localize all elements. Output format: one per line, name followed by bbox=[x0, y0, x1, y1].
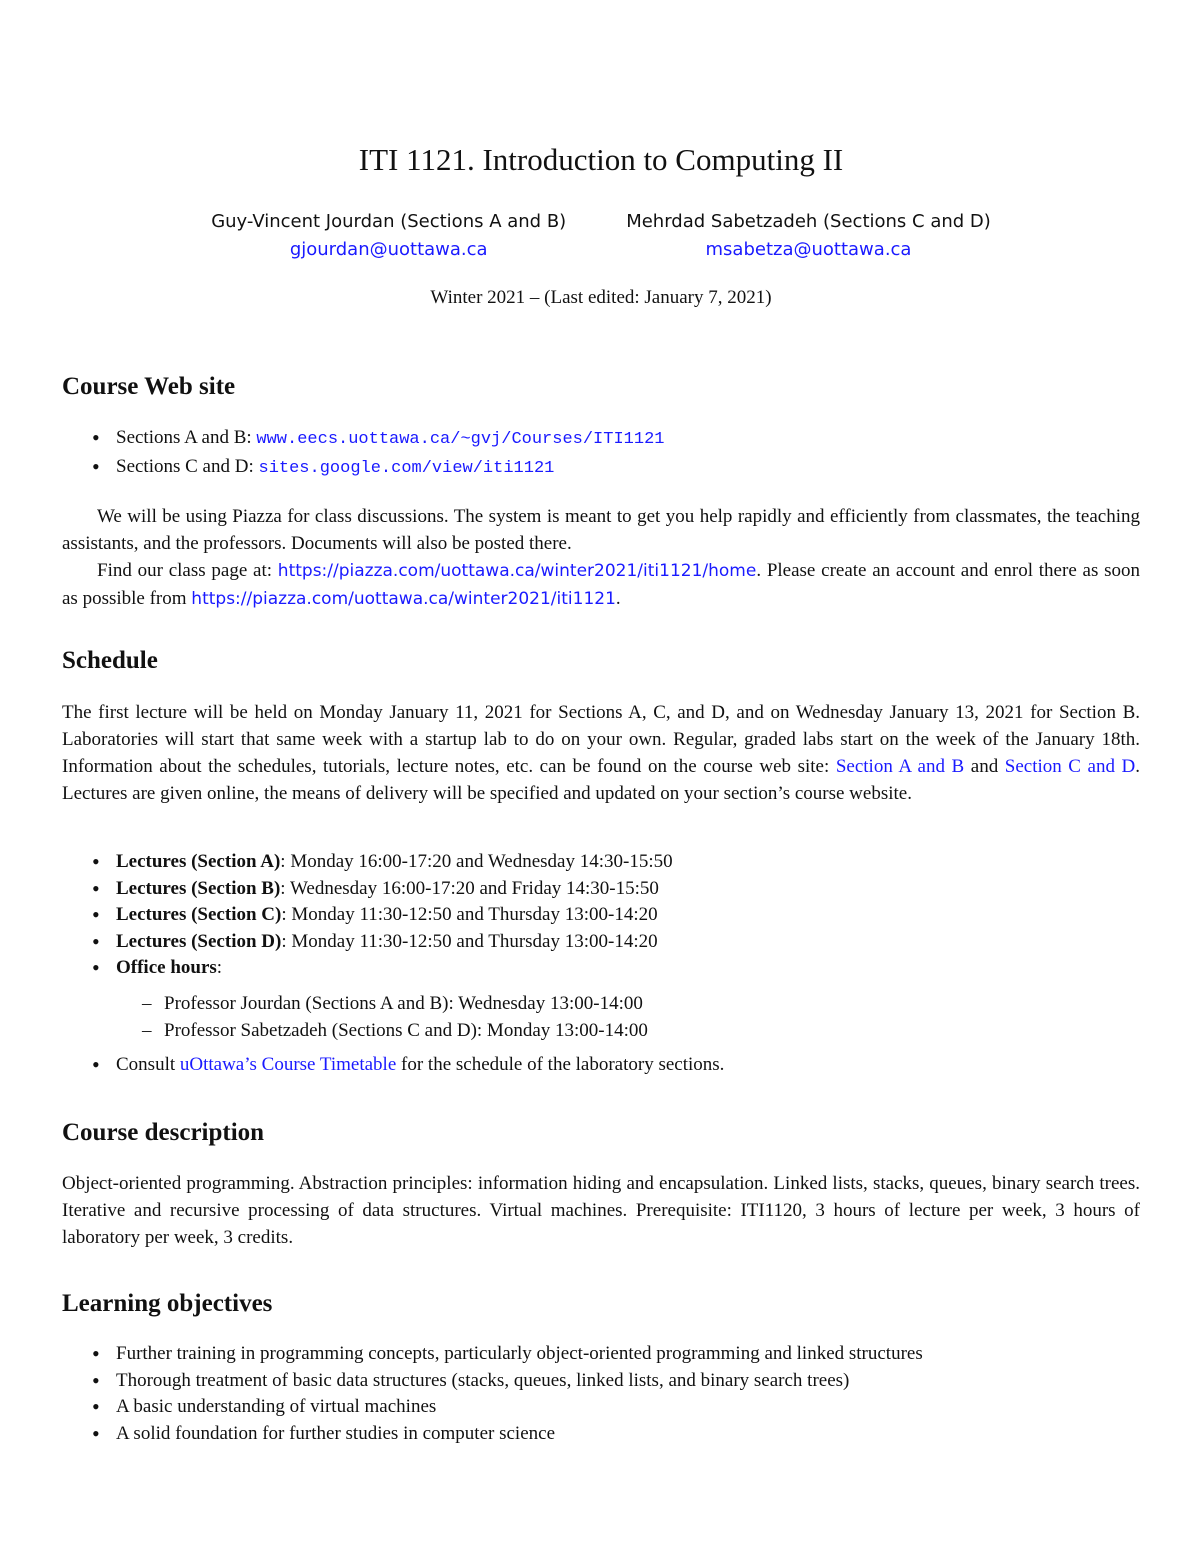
list-item bbox=[62, 1052, 1140, 1079]
text: for the schedule of the laboratory sections. bbox=[396, 1053, 725, 1075]
paragraph bbox=[62, 699, 1140, 807]
section-ab-link[interactable]: Section A and B bbox=[835, 756, 965, 777]
text: : bbox=[216, 957, 223, 978]
website-link-cd[interactable]: sites.google.com/view/iti1121 bbox=[258, 458, 555, 478]
list-item-label: Sections A and B: bbox=[116, 427, 257, 448]
website-list-block bbox=[62, 425, 1140, 482]
piazza-home-link[interactable]: https://piazza.com/uottawa.ca/winter2021/iti1121/home bbox=[277, 561, 757, 581]
objectives-block bbox=[62, 1341, 1140, 1447]
section-heading-schedule: Schedule bbox=[62, 647, 158, 674]
list-item bbox=[62, 902, 1140, 929]
list-item bbox=[62, 876, 1140, 903]
course-timetable-link[interactable]: uOttawa’s Course Timetable bbox=[179, 1053, 397, 1075]
lecture-time: : Monday 11:30-12:50 and Thursday 13:00-14:20 bbox=[281, 904, 658, 925]
office-hours-label: Office hours bbox=[116, 957, 217, 978]
list-item: – Professor Sabetzadeh (Sections C and D): Monday 13:00-14:00 bbox=[62, 1017, 1140, 1044]
authors bbox=[62, 208, 1140, 264]
author-email-link[interactable]: gjourdan@uottawa.ca bbox=[289, 239, 488, 260]
list-item: • A solid foundation for further studies in computer science bbox=[62, 1421, 1140, 1448]
list-item bbox=[62, 929, 1140, 956]
author-email-link[interactable]: msabetza@uottawa.ca bbox=[705, 239, 912, 260]
schedule-list-block bbox=[62, 849, 1140, 1078]
lecture-time: : Monday 11:30-12:50 and Thursday 13:00-14:20 bbox=[281, 930, 658, 952]
author-name: Guy-Vincent Jourdan (Sections A and B) bbox=[211, 211, 567, 232]
objectives-list bbox=[62, 1341, 1140, 1447]
document-date: Winter 2021 – (Last edited: January 7, 2021) bbox=[430, 287, 772, 308]
section-heading-website: Course Web site bbox=[62, 373, 236, 400]
website-list bbox=[62, 425, 1140, 482]
list-item bbox=[62, 454, 1140, 483]
list-item: – Professor Jourdan (Sections A and B): Wednesday 13:00-14:00 bbox=[62, 990, 1140, 1017]
lecture-label: Lectures (Section B) bbox=[116, 877, 281, 899]
section-heading-objectives: Learning objectives bbox=[62, 1290, 273, 1317]
paragraph: We will be using Piazza for class discussions. The system is meant to get you help rapidly and efficiently from classmates, the teaching assistants, and the professors. Documents will also be posted there. bbox=[62, 506, 1140, 554]
paragraph bbox=[62, 557, 1140, 613]
piazza-block bbox=[62, 503, 1140, 613]
text: and bbox=[964, 756, 1005, 777]
description-block bbox=[62, 1170, 1140, 1251]
lecture-label: Lectures (Section A) bbox=[116, 851, 281, 872]
list-item bbox=[62, 425, 1140, 454]
list-item bbox=[62, 955, 1140, 1044]
list-item-label: Sections C and D: bbox=[116, 455, 259, 477]
list-item: • A basic understanding of virtual machines bbox=[62, 1394, 1140, 1421]
text: . bbox=[615, 588, 621, 609]
office-hours-list bbox=[62, 990, 1140, 1044]
list-item: • Further training in programming concepts, particularly object-oriented programming and linked structures bbox=[62, 1341, 1140, 1368]
text: . Please create an account and enrol there as soon as possible from bbox=[62, 560, 1140, 609]
text: Find our class page at: bbox=[97, 560, 278, 581]
document-title: ITI 1121. Introduction to Computing II bbox=[358, 142, 844, 177]
author-sabetzadeh bbox=[626, 208, 991, 264]
list-item: • Thorough treatment of basic data structures (stacks, queues, linked lists, and binary search trees) bbox=[62, 1368, 1140, 1395]
text: The first lecture will be held on Monday January 11, 2021 for Sections A, C, and D, and on Wednesday January 13, 2021 for Section B. Laboratories will start that same week with a startup lab to do on your own. Regular, graded labs start on the week of the January 18th. Information about the schedules, tutorials, lecture notes, etc. can be found on the course web site: bbox=[62, 702, 1140, 777]
piazza-link[interactable]: https://piazza.com/uottawa.ca/winter2021/iti1121 bbox=[191, 589, 616, 609]
lecture-label: Lectures (Section C) bbox=[116, 904, 282, 925]
section-cd-link[interactable]: Section C and D bbox=[1004, 756, 1136, 777]
lecture-time: : Monday 16:00-17:20 and Wednesday 14:30-15:50 bbox=[280, 851, 673, 872]
lecture-list bbox=[62, 849, 1140, 1078]
lecture-label: Lectures (Section D) bbox=[116, 930, 282, 952]
author-name: Mehrdad Sabetzadeh (Sections C and D) bbox=[626, 211, 991, 232]
text: . Lectures are given online, the means of delivery will be specified and updated on your section’s course website. bbox=[62, 756, 1140, 804]
lecture-time: : Wednesday 16:00-17:20 and Friday 14:30-15:50 bbox=[280, 877, 659, 899]
text: Consult bbox=[116, 1053, 180, 1075]
author-jourdan bbox=[211, 208, 566, 264]
schedule-paragraph-block bbox=[62, 699, 1140, 807]
website-link-ab[interactable]: www.eecs.uottawa.ca/~gvj/Courses/ITI1121 bbox=[256, 430, 665, 449]
section-heading-description: Course description bbox=[62, 1119, 265, 1146]
paragraph: Object-oriented programming. Abstraction principles: information hiding and encapsulation. Linked lists, stacks, queues, binary search trees. Iterative and recursive processing of data structures. Virtual machines. Prerequisite: ITI1120, 3 hours of lecture per week, 3 hours of laboratory per week, 3 credits. bbox=[62, 1173, 1140, 1248]
list-item bbox=[62, 849, 1140, 876]
